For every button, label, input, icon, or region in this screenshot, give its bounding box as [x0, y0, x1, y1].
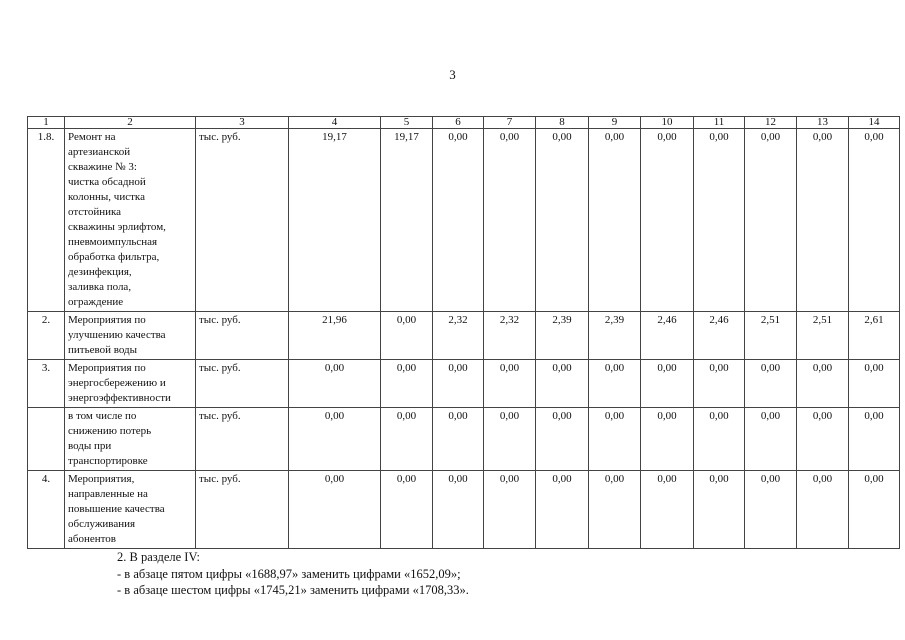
column-header: 6 — [433, 117, 484, 129]
column-header: 4 — [289, 117, 381, 129]
note-paragraph-five: - в абзаце пятом цифры «1688,97» заменить цифрами «1652,09»; — [117, 566, 461, 581]
value-cell: 0,00 — [381, 360, 433, 408]
unit-cell: тыс. руб. — [196, 129, 289, 312]
value-cell: 0,00 — [641, 129, 694, 312]
measure-name-cell: в том числе по снижению потерь воды при транспортировке — [65, 408, 196, 471]
column-header: 14 — [849, 117, 900, 129]
row-number-cell: 1.8. — [28, 129, 65, 312]
note-paragraph-six: - в абзаце шестом цифры «1745,21» заменить цифрами «1708,33». — [117, 583, 469, 597]
value-cell: 0,00 — [289, 360, 381, 408]
value-cell: 2,39 — [536, 312, 589, 360]
value-cell: 0,00 — [745, 360, 797, 408]
column-header: 5 — [381, 117, 433, 129]
value-cell: 19,17 — [381, 129, 433, 312]
value-cell: 0,00 — [589, 360, 641, 408]
unit-cell: тыс. руб. — [196, 360, 289, 408]
value-cell: 2,46 — [694, 312, 745, 360]
value-cell: 0,00 — [641, 408, 694, 471]
measure-name-cell: Мероприятия по улучшению качества питьевой воды — [65, 312, 196, 360]
value-cell: 0,00 — [433, 471, 484, 549]
column-header: 12 — [745, 117, 797, 129]
value-cell: 2,51 — [797, 312, 849, 360]
page-number: 3 — [449, 67, 456, 82]
table-row — [28, 471, 900, 549]
value-cell: 0,00 — [381, 471, 433, 549]
value-cell: 0,00 — [849, 129, 900, 312]
value-cell: 0,00 — [381, 312, 433, 360]
table-row — [28, 360, 900, 408]
value-cell: 0,00 — [745, 471, 797, 549]
column-header: 9 — [589, 117, 641, 129]
value-cell: 2,39 — [589, 312, 641, 360]
value-cell: 0,00 — [289, 471, 381, 549]
measures-table — [27, 116, 900, 549]
column-header: 3 — [196, 117, 289, 129]
value-cell: 0,00 — [641, 360, 694, 408]
value-cell: 0,00 — [484, 471, 536, 549]
column-header: 11 — [694, 117, 745, 129]
value-cell: 0,00 — [849, 471, 900, 549]
value-cell: 0,00 — [289, 408, 381, 471]
value-cell: 2,46 — [641, 312, 694, 360]
value-cell: 0,00 — [849, 408, 900, 471]
value-cell: 0,00 — [694, 471, 745, 549]
value-cell: 0,00 — [536, 471, 589, 549]
row-number-cell: 4. — [28, 471, 65, 549]
value-cell: 0,00 — [589, 408, 641, 471]
row-number-cell: 3. — [28, 360, 65, 408]
table-row — [28, 408, 900, 471]
value-cell: 0,00 — [589, 129, 641, 312]
column-header: 7 — [484, 117, 536, 129]
value-cell: 19,17 — [289, 129, 381, 312]
value-cell: 0,00 — [381, 408, 433, 471]
value-cell: 0,00 — [797, 360, 849, 408]
value-cell: 2,32 — [484, 312, 536, 360]
row-number-cell — [28, 408, 65, 471]
note-section-heading: 2. В разделе IV: — [117, 550, 201, 564]
value-cell: 0,00 — [694, 408, 745, 471]
value-cell: 21,96 — [289, 312, 381, 360]
column-header: 1 — [28, 117, 65, 129]
value-cell: 2,32 — [433, 312, 484, 360]
value-cell: 0,00 — [694, 129, 745, 312]
value-cell: 0,00 — [745, 129, 797, 312]
value-cell: 0,00 — [641, 471, 694, 549]
value-cell: 0,00 — [484, 408, 536, 471]
unit-cell: тыс. руб. — [196, 471, 289, 549]
value-cell: 0,00 — [536, 360, 589, 408]
value-cell: 0,00 — [536, 129, 589, 312]
value-cell: 0,00 — [433, 129, 484, 312]
value-cell: 0,00 — [694, 360, 745, 408]
measure-name-cell: Мероприятия по энергосбережению и энергоэффективности — [65, 360, 196, 408]
column-header: 8 — [536, 117, 589, 129]
value-cell: 0,00 — [797, 408, 849, 471]
value-cell: 0,00 — [745, 408, 797, 471]
value-cell: 0,00 — [797, 129, 849, 312]
table-body — [28, 129, 900, 549]
measure-name-cell: Ремонт на артезианской скважине № 3: чистка обсадной колонны, чистка отстойника скважины эрлифтом, пневмоимпульсная обработка фильтра, дезинфекция, заливка пола, ограждение — [65, 129, 196, 312]
value-cell: 2,51 — [745, 312, 797, 360]
measure-name-cell: Мероприятия, направленные на повышение качества обслуживания абонентов — [65, 471, 196, 549]
value-cell: 0,00 — [484, 129, 536, 312]
unit-cell: тыс. руб. — [196, 312, 289, 360]
row-number-cell: 2. — [28, 312, 65, 360]
column-header: 10 — [641, 117, 694, 129]
value-cell: 0,00 — [433, 408, 484, 471]
value-cell: 0,00 — [536, 408, 589, 471]
unit-cell: тыс. руб. — [196, 408, 289, 471]
column-header: 13 — [797, 117, 849, 129]
value-cell: 0,00 — [849, 360, 900, 408]
value-cell: 0,00 — [589, 471, 641, 549]
table-header-row — [28, 117, 900, 129]
value-cell: 0,00 — [433, 360, 484, 408]
value-cell: 0,00 — [797, 471, 849, 549]
value-cell: 0,00 — [484, 360, 536, 408]
table-row — [28, 129, 900, 312]
column-header: 2 — [65, 117, 196, 129]
table-row — [28, 312, 900, 360]
value-cell: 2,61 — [849, 312, 900, 360]
amendment-notes — [117, 549, 469, 599]
